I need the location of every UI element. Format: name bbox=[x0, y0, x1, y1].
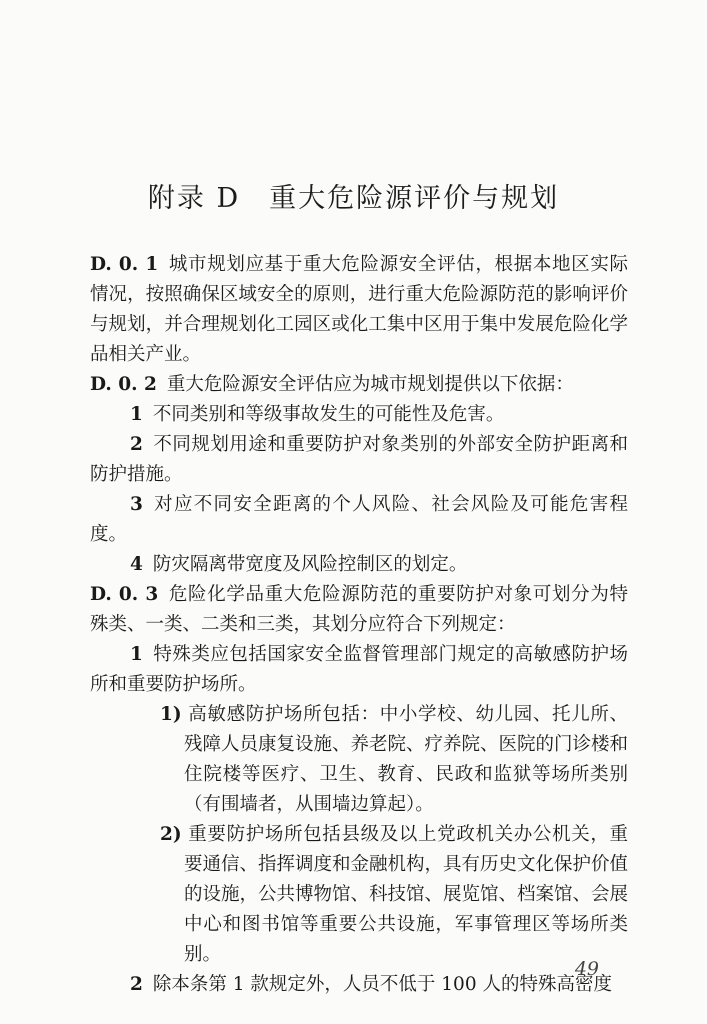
item-text: 不同规划用途和重要防护对象类别的外部安全防护距离和防护措施。 bbox=[90, 434, 628, 485]
item-number: 1 bbox=[130, 644, 143, 665]
sub-item bbox=[114, 700, 628, 820]
list-item bbox=[90, 490, 628, 550]
clause-number: D. 0. 3 bbox=[90, 584, 159, 605]
clause-text: 危险化学品重大危险源防范的重要防护对象可划分为特殊类、一类、二类和三类，其划分应符合下列规定： bbox=[90, 584, 628, 635]
clause-d02 bbox=[90, 370, 628, 400]
clause-text: 城市规划应基于重大危险源安全评估，根据本地区实际情况，按照确保区域安全的原则，进行重大危险源防范的影响评价与规划，并合理规划化工园区或化工集中区用于集中发展危险化学品相关产业。 bbox=[90, 254, 628, 365]
item-text: 除本条第 1 款规定外，人员不低于 100 人的特殊高密度 bbox=[152, 974, 612, 995]
document-body bbox=[90, 250, 628, 1000]
item-text: 对应不同安全距离的个人风险、社会风险及可能危害程度。 bbox=[90, 494, 628, 545]
list-item bbox=[90, 550, 628, 580]
page-number: 49 bbox=[574, 958, 599, 980]
clause-text: 重大危险源安全评估应为城市规划提供以下依据： bbox=[166, 374, 574, 395]
sub-item-text: 高敏感防护场所包括：中小学校、幼儿园、托儿所、残障人员康复设施、养老院、疗养院、医院的门诊楼和住院楼等医疗、卫生、教育、民政和监狱等场所类别（有围墙者，从围墙边算起）。 bbox=[184, 704, 629, 815]
list-item bbox=[90, 640, 628, 700]
page-title: 附录 D 重大危险源评价与规划 bbox=[147, 183, 560, 214]
item-number: 2 bbox=[130, 974, 143, 995]
list-item bbox=[90, 430, 628, 490]
clause-d03 bbox=[90, 580, 628, 640]
sub-item-number: 1) bbox=[160, 704, 182, 725]
sub-item-text: 重要防护场所包括县级及以上党政机关办公机关，重要通信、指挥调度和金融机构，具有历史文化保护价值的设施，公共博物馆、科技馆、展览馆、档案馆、会展中心和图书馆等重要公共设施，军事管理区等场所类别。 bbox=[184, 824, 629, 965]
list-item bbox=[90, 400, 628, 430]
item-number: 2 bbox=[130, 434, 143, 455]
clause-number: D. 0. 2 bbox=[90, 374, 157, 395]
item-text: 防灾隔离带宽度及风险控制区的划定。 bbox=[152, 554, 468, 575]
item-text: 特殊类应包括国家安全监督管理部门规定的高敏感防护场所和重要防护场所。 bbox=[90, 644, 628, 695]
item-number: 1 bbox=[130, 404, 143, 425]
item-text: 不同类别和等级事故发生的可能性及危害。 bbox=[152, 404, 505, 425]
clause-number: D. 0. 1 bbox=[90, 254, 159, 275]
list-item bbox=[90, 970, 628, 1000]
item-number: 4 bbox=[130, 554, 143, 575]
sub-item-number: 2) bbox=[160, 824, 182, 845]
item-number: 3 bbox=[130, 494, 143, 515]
sub-item bbox=[114, 820, 628, 970]
clause-d01 bbox=[90, 250, 628, 370]
